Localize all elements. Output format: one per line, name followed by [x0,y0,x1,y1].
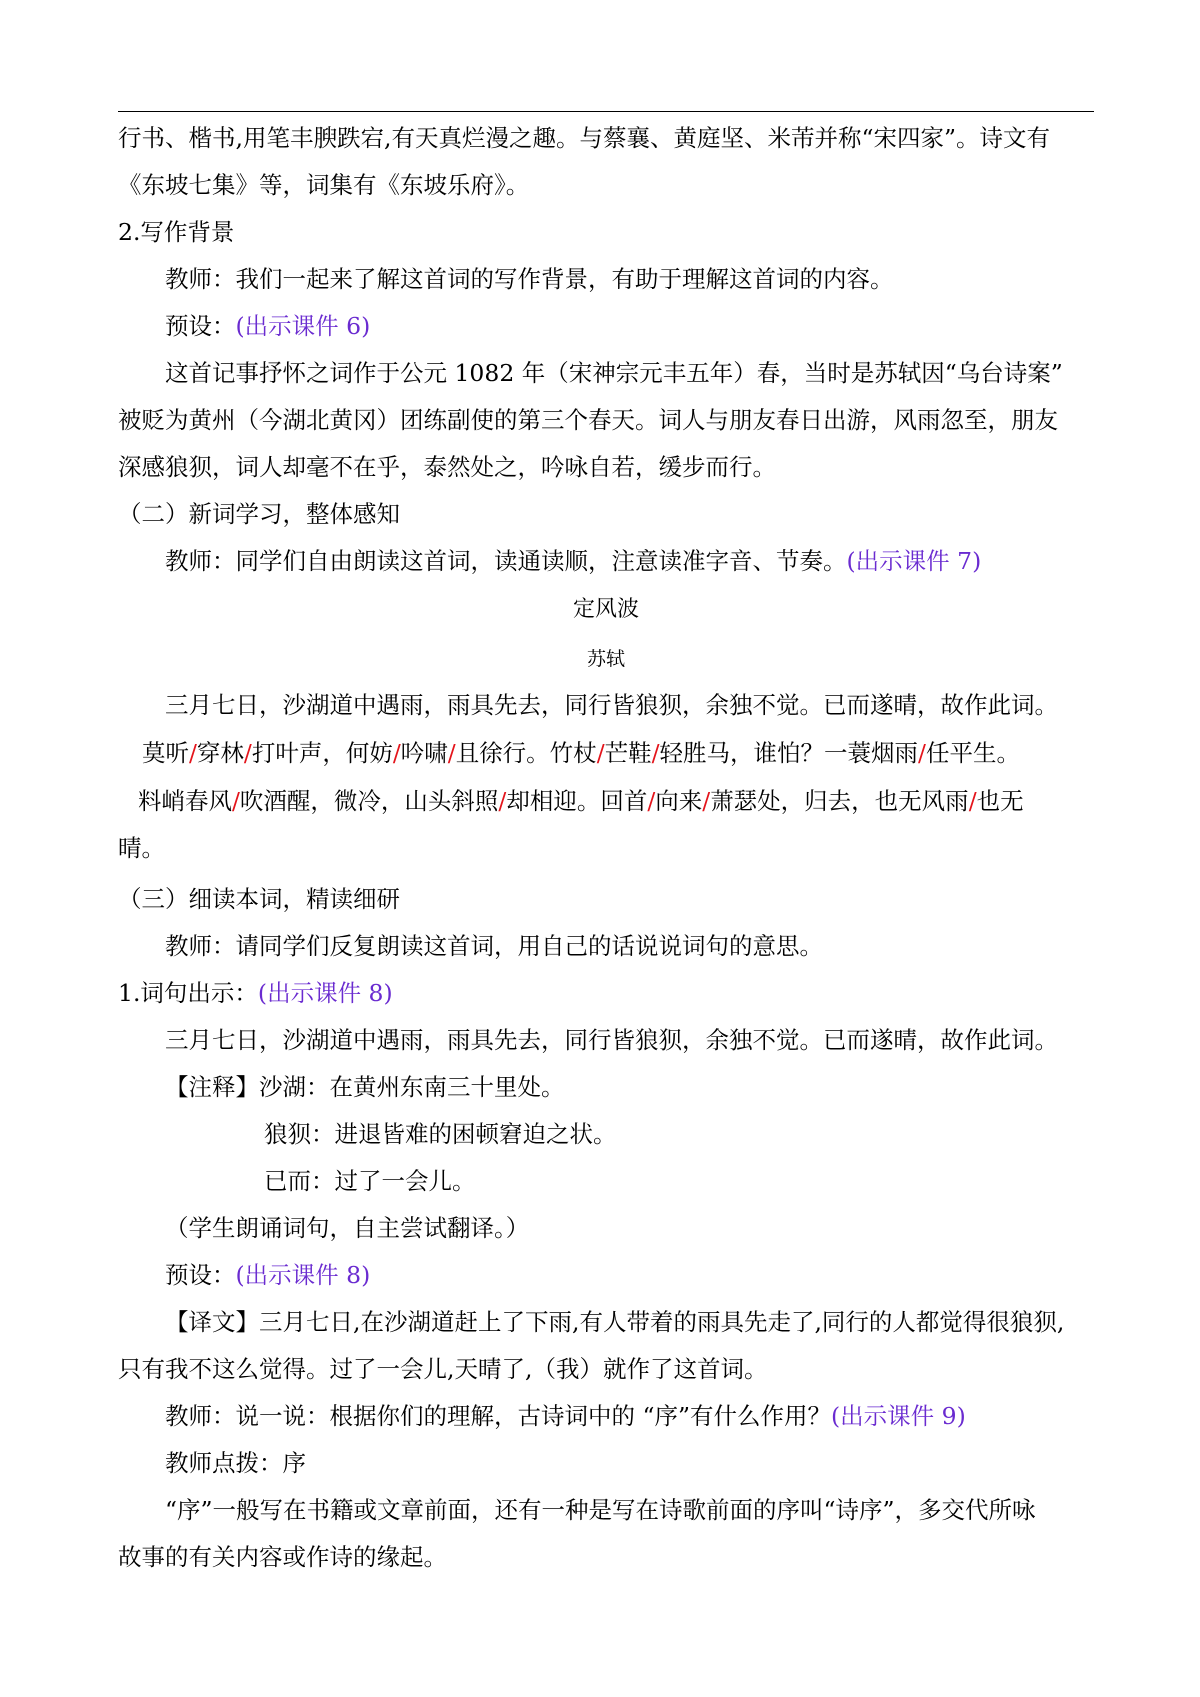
note-line-3: 已而：过了一会儿。 [264,1167,476,1195]
background-line-3: 深感狼狈，词人却毫不在乎，泰然处之，吟咏自若，缓步而行。 [118,453,776,481]
poem-preface: 三月七日，沙湖道中遇雨，雨具先去，同行皆狼狈，余独不觉。已而遂晴，故作此词。 [165,691,1058,719]
rhythm-slash: / [392,739,401,767]
teacher-reading-text: 教师：同学们自由朗读这首词，读通读顺，注意读准字音、节奏。 [165,547,847,575]
poem-l1-seg-1: 穿林 [196,739,244,767]
poem-l1-seg-0: 莫听 [142,739,189,767]
teacher-guidance-line: 教师点拨：序 [165,1449,306,1477]
poem-l1-seg-3: 吟啸 [400,739,448,767]
rhythm-slash: / [968,787,977,815]
preface-explain-line-2: 故事的有关内容或作诗的缘起。 [118,1543,447,1571]
poem-l2-seg-4: 萧瑟处，归去，也无风雨 [710,787,969,815]
poem-title: 定风波 [572,597,639,622]
note-line-1 [118,1071,1141,1103]
courseware-link-7: (出示课件 7) [846,547,982,575]
translation-line-2: 只有我不这么觉得。过了一会儿,天晴了,（我）就作了这首词。 [118,1355,768,1383]
preset-line-8 [118,1259,1141,1291]
poem-l2-seg-2: 却相迎。回首 [506,787,648,815]
poem-l1-seg-7: 任平生。 [925,739,1020,767]
courseware-link-8a: (出示课件 8) [257,979,393,1007]
bio-line-2: 《东坡七集》等，词集有《东坡乐府》。 [118,171,530,199]
poem-l2-seg-0: 料峭春风 [138,787,232,815]
courseware-link-9: (出示课件 9) [831,1402,966,1430]
preface-explain-line-1: “序”一般写在书籍或文章前面，还有一种是写在诗歌前面的序叫“诗序”，多交代所咏 [165,1496,1036,1524]
preset-line-6 [118,310,1141,342]
rhythm-slash: / [651,739,660,767]
rhythm-slash: / [447,739,456,767]
rhythm-slash: / [189,739,197,767]
teacher-line-translation: 教师：请同学们反复朗读这首词，用自己的话说说词句的意思。 [165,932,823,960]
sub-heading-quote [118,977,1094,1009]
header-rule [118,111,1094,112]
question-text: 教师：说一说：根据你们的理解，古诗词中的 “序”有什么作用？ [165,1402,831,1430]
bio-line-1: 行书、楷书,用笔丰腴跌宕,有天真烂漫之趣。与蔡襄、黄庭坚、米芾并称“宋四家”。诗文有 [118,124,1050,152]
sub1-label: 1.词句出示： [118,979,258,1007]
poem-author: 苏轼 [586,648,625,670]
section-heading-writing-background: 2.写作背景 [118,218,235,246]
poem-l1-seg-2: 打叶声，何妨 [251,739,393,767]
preset-label: 预设： [165,1261,236,1289]
poem-line-2 [118,785,1114,817]
poem-line-1 [118,737,1118,769]
poem-l2-seg-3: 向来 [655,787,703,815]
question-line [118,1400,1141,1432]
note-1: 沙湖：在黄州东南三十里处。 [259,1073,565,1101]
note-tag: 【注释】 [165,1073,259,1101]
rhythm-slash: / [647,787,656,815]
courseware-link-6: (出示课件 6) [235,312,371,340]
poem-l1-seg-5: 芒鞋 [604,739,652,767]
poem-l2-seg-5: 也无 [976,787,1024,815]
translation-line-1: 【译文】三月七日,在沙湖道赶上了下雨,有人带着的雨具先走了,同行的人都觉得很狼狈, [165,1308,1065,1336]
part-three-heading: （三）细读本词，精读细研 [118,885,400,913]
quote-line: 三月七日，沙湖道中遇雨，雨具先去，同行皆狼狈，余独不觉。已而遂晴，故作此词。 [165,1026,1058,1054]
background-line-2: 被贬为黄州（今湖北黄冈）团练副使的第三个春天。词人与朋友春日出游，风雨忽至，朋友 [118,406,1058,434]
courseware-link-8b: (出示课件 8) [235,1261,371,1289]
rhythm-slash: / [918,739,926,767]
poem-l2-seg-1: 吹酒醒，微冷，山头斜照 [239,787,499,815]
rhythm-slash: / [232,787,240,815]
preset-label: 预设： [165,312,236,340]
teacher-line-background: 教师：我们一起来了解这首词的写作背景，有助于理解这首词的内容。 [165,265,894,293]
rhythm-slash: / [596,739,605,767]
student-line: （学生朗诵词句，自主尝试翻译。） [165,1214,530,1242]
note-line-2: 狼狈：进退皆难的困顿窘迫之状。 [264,1120,617,1148]
teacher-line-reading [118,545,1141,577]
part-two-heading: （二）新词学习，整体感知 [118,500,400,528]
background-line-1: 这首记事抒怀之词作于公元 1082 年（宋神宗元丰五年）春，当时是苏轼因“乌台诗案” [165,359,1063,387]
rhythm-slash: / [702,787,711,815]
rhythm-slash: / [498,787,507,815]
poem-line-3: 晴。 [118,834,165,862]
poem-l1-seg-4: 且徐行。竹杖 [455,739,597,767]
rhythm-slash: / [243,739,252,767]
poem-l1-seg-6: 轻胜马，谁怕？一蓑烟雨 [659,739,919,767]
